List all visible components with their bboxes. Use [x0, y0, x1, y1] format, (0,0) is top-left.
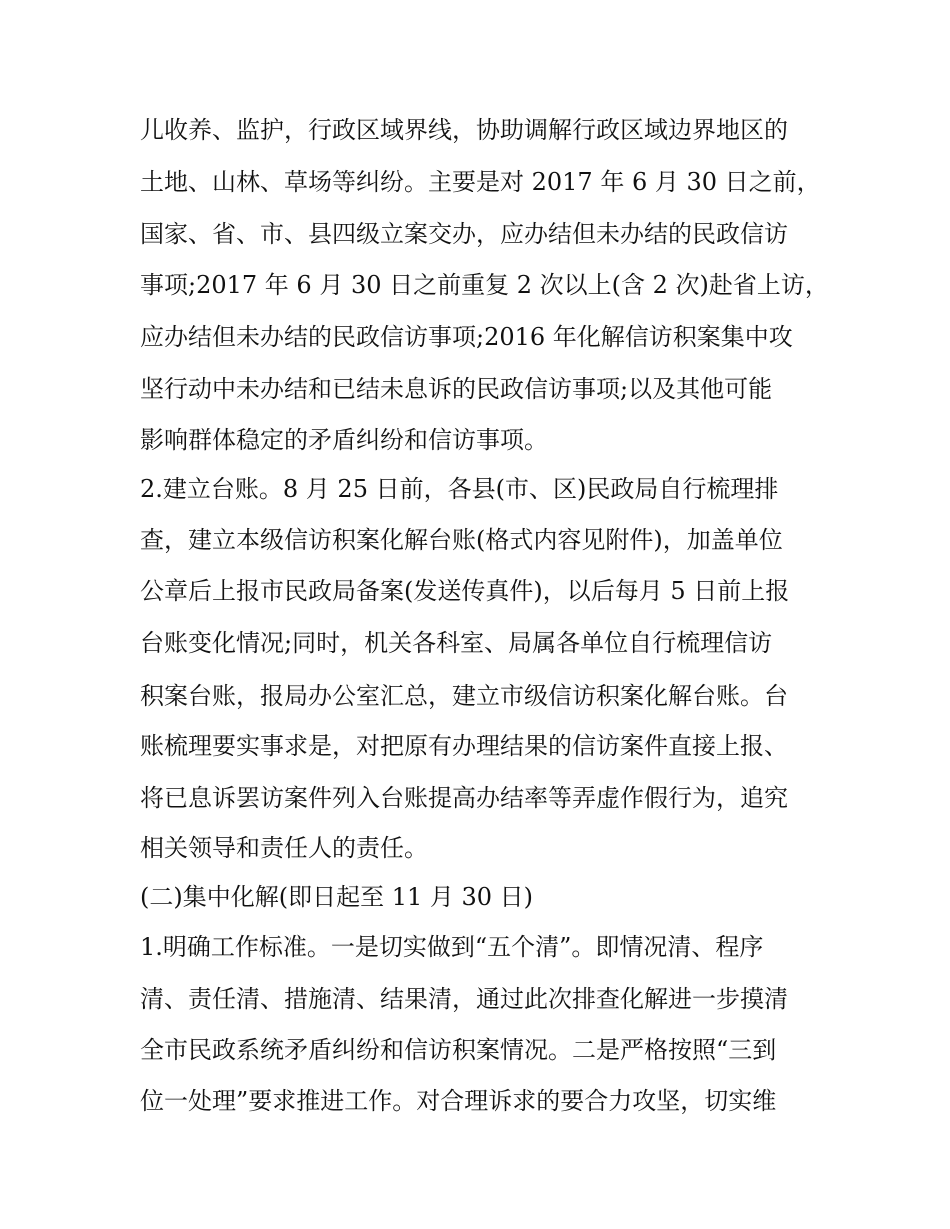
- section-heading: 1.明确工作标准。一是切实做到“五个清”。即情况清、程序: [140, 933, 764, 961]
- text-line: 儿收养、监护，行政区域界线，协助调解行政区域边界地区的: [140, 116, 788, 144]
- text-line: 清、责任清、措施清、结果清，通过此次排查化解进一步摸清: [140, 985, 788, 1013]
- text-line: 账梳理要实事求是，对把原有办理结果的信访案件直接上报、: [140, 732, 788, 760]
- text-line: 影响群体稳定的矛盾纠纷和信访事项。: [140, 426, 548, 454]
- text-line: 国家、省、市、县四级立案交办，应办结但未办结的民政信访: [140, 220, 788, 248]
- text-line: 相关领导和责任人的责任。: [140, 834, 428, 862]
- text-line: 事项;2017 年 6 月 30 日之前重复 2 次以上(含 2 次)赴省上访，: [140, 271, 829, 299]
- section-heading: (二)集中化解(即日起至 11 月 30 日): [140, 883, 534, 911]
- text-line: 位一处理”要求推进工作。对合理诉求的要合力攻坚，切实维: [140, 1087, 777, 1115]
- text-line: 将已息诉罢访案件列入台账提高办结率等弄虚作假行为，追究: [140, 784, 788, 812]
- text-line: 土地、山林、草场等纠纷。主要是对 2017 年 6 月 30 日之前，: [140, 168, 821, 196]
- text-line: 公章后上报市民政局备案(发送传真件)，以后每月 5 日前上报: [140, 577, 790, 605]
- text-line: 坚行动中未办结和已结未息诉的民政信访事项;以及其他可能: [140, 375, 773, 403]
- text-line: 查，建立本级信访积案化解台账(格式内容见附件)，加盖单位: [140, 526, 783, 554]
- text-line: 台账变化情况;同时，机关各科室、局属各单位自行梳理信访: [140, 629, 773, 657]
- text-line: 全市民政系统矛盾纠纷和信访积案情况。二是严格按照“三到: [140, 1036, 777, 1064]
- section-heading: 2.建立台账。8 月 25 日前，各县(市、区)民政局自行梳理排: [140, 475, 779, 503]
- text-line: 应办结但未办结的民政信访事项;2016 年化解信访积案集中攻: [140, 323, 793, 351]
- text-line: 积案台账，报局办公室汇总，建立市级信访积案化解台账。台: [140, 682, 788, 710]
